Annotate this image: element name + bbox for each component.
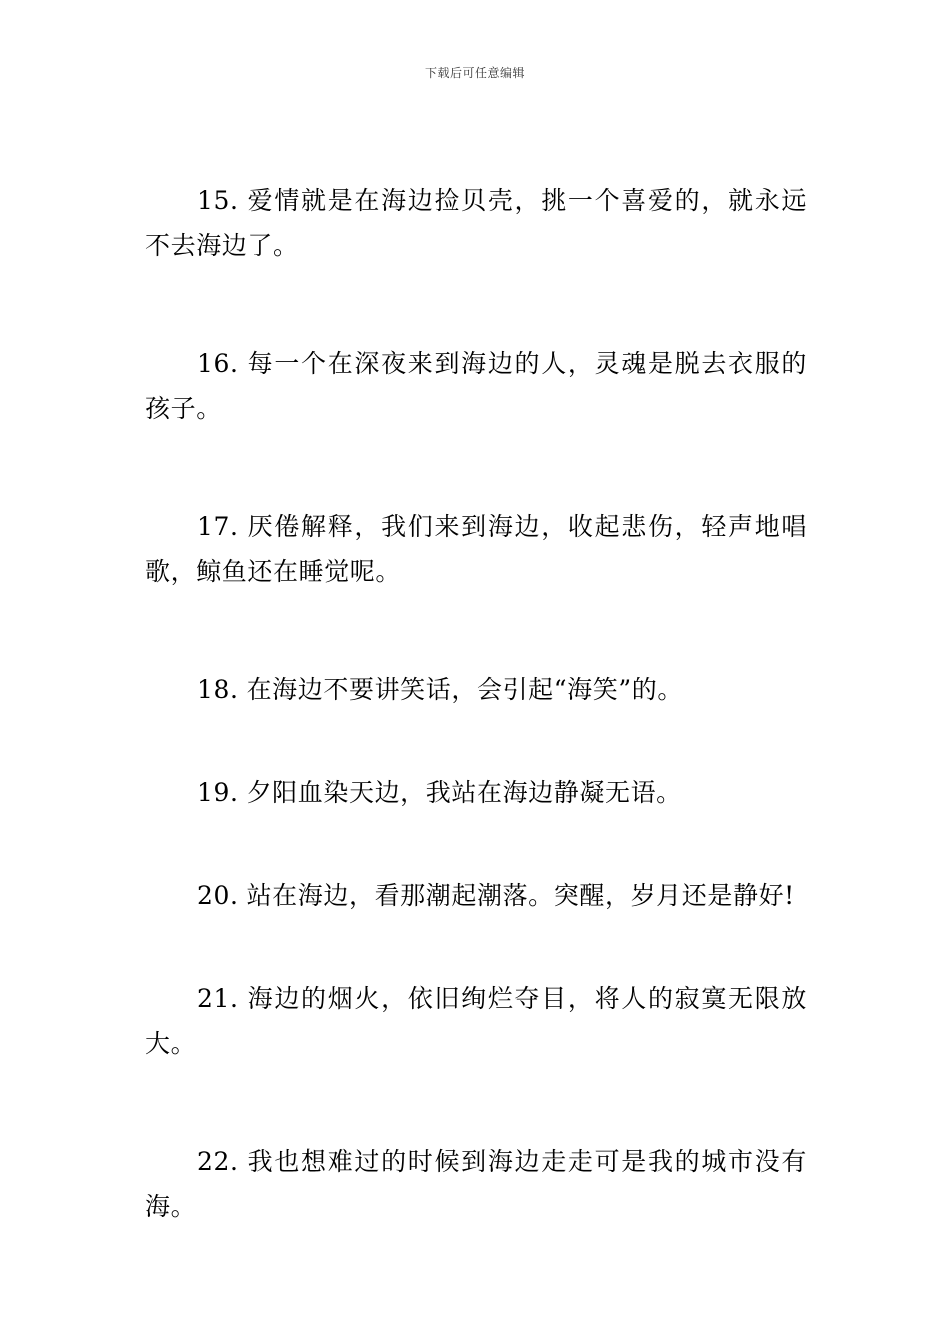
list-item bbox=[145, 341, 807, 431]
list-item bbox=[145, 770, 807, 815]
list-item bbox=[145, 976, 807, 1066]
item-text: 站在海边，看那潮起潮落。突醒，岁月还是静好! bbox=[246, 881, 795, 910]
item-number: 15. bbox=[197, 186, 239, 215]
item-text: 我也想难过的时候到海边走走可是我的城市没有海。 bbox=[145, 1147, 807, 1221]
item-text: 海边的烟火，依旧绚烂夺目，将人的寂寞无限放大。 bbox=[145, 984, 807, 1058]
item-text: 夕阳血染天边，我站在海边静凝无语。 bbox=[246, 778, 682, 807]
item-number: 20. bbox=[197, 881, 239, 910]
item-number: 18. bbox=[197, 675, 239, 704]
item-number: 17. bbox=[197, 512, 239, 541]
item-text: 每一个在深夜来到海边的人，灵魂是脱去衣服的孩子。 bbox=[145, 349, 807, 423]
list-item bbox=[145, 667, 807, 712]
list-item bbox=[145, 873, 807, 918]
list-item bbox=[145, 1139, 807, 1229]
list-item bbox=[145, 504, 807, 594]
header-note: 下载后可任意编辑 bbox=[424, 66, 525, 80]
item-text: 厌倦解释，我们来到海边，收起悲伤，轻声地唱歌，鲸鱼还在睡觉呢。 bbox=[145, 512, 807, 586]
item-text: 在海边不要讲笑话，会引起“海笑”的。 bbox=[246, 675, 683, 704]
item-number: 21. bbox=[197, 984, 239, 1013]
item-number: 16. bbox=[197, 349, 239, 378]
list-item bbox=[145, 178, 807, 268]
item-number: 22. bbox=[197, 1147, 239, 1176]
item-text: 爱情就是在海边捡贝壳，挑一个喜爱的，就永远不去海边了。 bbox=[145, 186, 807, 260]
item-number: 19. bbox=[197, 778, 239, 807]
quote-list bbox=[145, 178, 807, 1302]
